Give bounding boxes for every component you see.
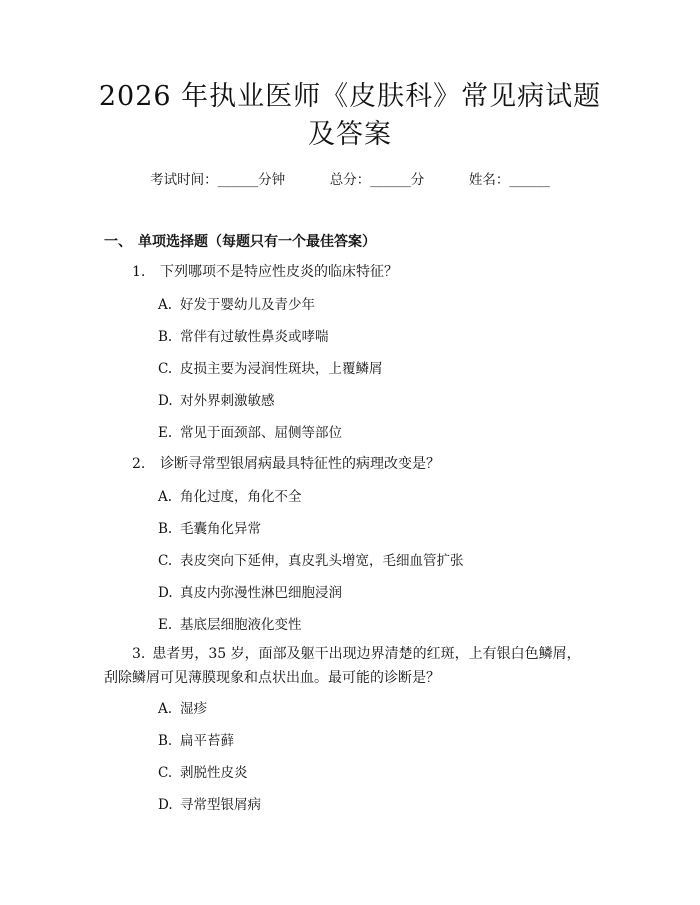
option-letter: A. bbox=[158, 489, 173, 505]
option-letter: D. bbox=[158, 585, 173, 601]
option-2d bbox=[158, 581, 342, 601]
option-letter: B. bbox=[158, 521, 173, 537]
option-letter: C. bbox=[158, 361, 173, 377]
option-2a bbox=[158, 485, 302, 505]
score-label: 总分： bbox=[329, 172, 371, 188]
option-letter: B. bbox=[158, 329, 173, 345]
option-3b bbox=[158, 729, 234, 749]
option-text: 基底层细胞液化变性 bbox=[180, 617, 302, 633]
option-letter: E. bbox=[158, 425, 173, 441]
section-title: 单项选择题（每题只有一个最佳答案） bbox=[138, 234, 376, 250]
option-letter: B. bbox=[158, 733, 173, 749]
option-letter: D. bbox=[158, 393, 173, 409]
option-1c bbox=[158, 357, 383, 377]
question-number: 1. bbox=[132, 264, 146, 280]
exam-meta-line bbox=[0, 168, 700, 188]
question-text: 患者男，35 岁，面部及躯干出现边界清楚的红斑，上有银白色鳞屑，刮除鳞屑可见薄膜现象和点状出血。最可能的诊断是？ bbox=[104, 646, 581, 686]
name-blank: ______ bbox=[509, 172, 550, 188]
option-text: 表皮突向下延伸，真皮乳头增宽，毛细血管扩张 bbox=[180, 553, 464, 569]
option-letter: C. bbox=[158, 553, 173, 569]
option-text: 角化过度，角化不全 bbox=[180, 489, 302, 505]
question-text: 下列哪项不是特应性皮炎的临床特征？ bbox=[160, 264, 398, 280]
section-heading bbox=[104, 231, 376, 251]
option-3c bbox=[158, 761, 248, 781]
question-2 bbox=[132, 453, 440, 473]
option-3d bbox=[158, 793, 261, 813]
option-2c bbox=[158, 549, 464, 569]
option-2b bbox=[158, 517, 261, 537]
time-unit: 分钟 bbox=[258, 172, 286, 188]
option-text: 真皮内弥漫性淋巴细胞浸润 bbox=[180, 585, 342, 601]
question-text: 诊断寻常型银屑病最具特征性的病理改变是？ bbox=[160, 456, 440, 472]
option-1a bbox=[158, 293, 315, 313]
option-1d bbox=[158, 389, 275, 409]
option-text: 皮损主要为浸润性斑块，上覆鳞屑 bbox=[180, 361, 383, 377]
score-blank: ______ bbox=[370, 172, 411, 188]
document-title: 2026 年执业医师《皮肤科》常见病试题及答案 bbox=[98, 81, 602, 150]
question-number: 2. bbox=[132, 456, 146, 472]
option-text: 寻常型银屑病 bbox=[180, 797, 261, 813]
option-letter: A. bbox=[158, 297, 173, 313]
option-text: 对外界刺激敏感 bbox=[180, 393, 275, 409]
option-letter: A. bbox=[158, 701, 173, 717]
name-label: 姓名： bbox=[468, 172, 510, 188]
option-1e bbox=[158, 421, 342, 441]
option-letter: C. bbox=[158, 765, 173, 781]
question-1 bbox=[132, 261, 398, 281]
option-text: 湿疹 bbox=[180, 701, 207, 717]
time-blank: ______ bbox=[217, 172, 259, 188]
option-text: 常见于面颈部、屈侧等部位 bbox=[180, 425, 342, 441]
question-3 bbox=[104, 642, 594, 690]
time-label: 考试时间： bbox=[150, 172, 218, 188]
option-letter: D. bbox=[158, 797, 173, 813]
option-2e bbox=[158, 613, 302, 633]
option-text: 扁平苔藓 bbox=[180, 733, 234, 749]
section-number: 一、 bbox=[104, 234, 132, 250]
option-text: 毛囊角化异常 bbox=[180, 521, 261, 537]
question-number: 3. bbox=[132, 646, 146, 662]
option-text: 好发于婴幼儿及青少年 bbox=[180, 297, 315, 313]
option-1b bbox=[158, 325, 329, 345]
option-text: 剥脱性皮炎 bbox=[180, 765, 248, 781]
option-text: 常伴有过敏性鼻炎或哮喘 bbox=[180, 329, 329, 345]
option-letter: E. bbox=[158, 617, 173, 633]
score-unit: 分 bbox=[410, 172, 425, 188]
option-3a bbox=[158, 697, 207, 717]
